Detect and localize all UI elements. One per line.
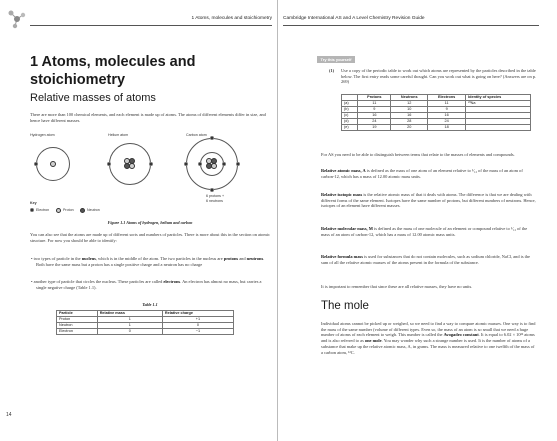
table-cell: 1 [97, 323, 162, 329]
definition-relative-molecular-mass: Relative molecular mass, M is defined as the mass of one molecule of an element or compound relative to ¹⁄₁₂ of the mass of an atom of carbon-12, which has a mass of 12.00 atomic mass units. [321, 226, 528, 237]
table-cell: 16 [428, 113, 466, 119]
table-cell: 24 [358, 119, 391, 125]
table-header: Relative charge [162, 311, 233, 317]
table-caption: Table 1.1 [142, 302, 158, 307]
species-table [341, 94, 531, 131]
table-cell: (d) [342, 119, 358, 125]
bullet-electrons: • another type of particle that circles the nucleus. These particles are called electrons. An electron has almost no mass, but carries a single negative charge (Table 1.1). [31, 279, 262, 290]
running-head: 1 Atoms, molecules and stoichiometry [30, 16, 272, 26]
table-header: Protons [358, 95, 391, 101]
left-page [0, 0, 278, 441]
table-cell: 28 [391, 119, 428, 125]
key-proton-label: Proton [63, 208, 74, 212]
running-head: Cambridge International AS and A Level Chemistry Revision Guide [283, 16, 539, 26]
table-cell: −1 [162, 329, 233, 335]
table-cell: ²³Na [466, 101, 531, 107]
definition-relative-isotopic-mass: Relative isotopic mass is the relative atomic mass of that it deals with atoms. The difference is that we are dealing with different forms of the same element. Isotopes have the same number of protons, but different numbers of neutrons. Hence, isotopes of an element have different masses. [321, 192, 536, 209]
carbon-note-protons: 6 protons + [206, 194, 225, 198]
table-cell: 16 [391, 113, 428, 119]
table-cell: (c) [342, 113, 358, 119]
chapter-title-line1: 1 Atoms, molecules and [30, 54, 196, 70]
table-header: Electrons [428, 95, 466, 101]
table-cell: +1 [162, 317, 233, 323]
table-cell: 24 [428, 119, 466, 125]
table-cell: Electron [57, 329, 98, 335]
table-header: Relative mass [97, 311, 162, 317]
table-header: Particle [57, 311, 98, 317]
paragraph-no-units: It is important to remember that since these are all relative masses, they have no units. [321, 284, 473, 289]
mole-section-title: The mole [321, 300, 369, 312]
table-cell: 12 [391, 101, 428, 107]
molecule-logo-icon [6, 9, 28, 29]
table-cell: 11 [428, 101, 466, 107]
table-cell: Neutron [57, 323, 98, 329]
paragraph-intro: For AS you need to be able to distinguish between terms that relate to the masses of elements and compounds. [321, 152, 515, 157]
right-page [279, 0, 557, 441]
table-cell: 19 [358, 125, 391, 131]
chapter-title-line2: stoichiometry [30, 72, 126, 88]
table-cell: 9 [358, 107, 391, 113]
figure-caption: Figure 1.1 Atoms of hydrogen, helium and carbon [107, 220, 193, 225]
table-cell: 16 [358, 113, 391, 119]
table-cell: Proton [57, 317, 98, 323]
key-neutron-label: Neutron [87, 208, 100, 212]
table-cell: 11 [358, 101, 391, 107]
definition-relative-formula-mass: Relative formula mass is used for substances that do not contain molecules, such as sodium chloride, NaCl, and is the sum of all the relative atomic masses of the atoms present in the formula of the substance. [321, 254, 531, 265]
table-cell: 10 [391, 107, 428, 113]
table-cell: 0 [162, 323, 233, 329]
paragraph-particles: You can also see that the atoms are made up of different sorts and numbers of particles. There is more about this in the section on atomic structure. For now you should be able to identify: [30, 232, 270, 243]
table-cell: 1 [97, 317, 162, 323]
atom-label-carbon: Carbon atom [186, 133, 207, 137]
atom-label-hydrogen: Hydrogen atom [30, 133, 55, 137]
table-cell: (a) [342, 101, 358, 107]
table-row [57, 329, 234, 335]
bullet-nucleus: • two types of particle in the nucleus, which is in the middle of the atom. The two particles in the nucleus are protons and neutrons. Both have the same mass but a proton has a single positive charge and a neutron has no charge [31, 256, 265, 267]
page-number: 14 [6, 412, 12, 418]
try-this-yourself-badge: Try this yourself [317, 56, 355, 63]
key-electron-label: Electron [36, 208, 50, 212]
table-cell: 0 [97, 329, 162, 335]
question-text: Use a copy of the periodic table to work out which atoms are represented by the particles described in the table below. The first entry reads some careful thought. Can you work out what is going on here? (Answers are on p. 269) [341, 68, 537, 85]
key-title: Key [30, 201, 37, 205]
table-cell: 9 [428, 107, 466, 113]
section-title: Relative masses of atoms [30, 92, 156, 104]
table-cell: 18 [428, 125, 466, 131]
table-header: Neutrons [391, 95, 428, 101]
table-cell: (e) [342, 125, 358, 131]
table-header: Identity of species [466, 95, 531, 101]
table-cell: 20 [391, 125, 428, 131]
atom-label-helium: Helium atom [108, 133, 129, 137]
definition-relative-atomic-mass: Relative atomic mass, A is defined as the mass of one atom of an element relative to ¹⁄₁₂ of the mass of an atom of carbon-12, which has a mass of 12.00 atomic mass units. [321, 168, 523, 179]
mole-paragraph: Individual atoms cannot be picked up or weighed, so we need to find a way to compare atomic masses. One way is to find the mass of the same number (volume of different types. Even so, the mass of an atom is so small that we need a huge number of atoms of each element to weigh. This number is called the Avogadro constant. It is equal to 6.02 × 10²³ atoms and is also referred to as one mole. You may wonder why such a strange number is used. It is the number of atoms of a substance that make up the relative atomic mass, A, in grams. The mass is measured relative to one twelfth of the mass of a carbon atom, ¹²C. [321, 321, 536, 355]
table-cell: (b) [342, 107, 358, 113]
table-row [342, 125, 531, 131]
carbon-note-neutrons: 6 neutrons [206, 199, 223, 203]
table-cell [466, 125, 531, 131]
question-number: (1) [329, 68, 335, 73]
particle-table [56, 310, 234, 335]
intro-paragraph: There are more than 100 chemical elements, and each element is made up of atoms. The atoms of different elements differ in size, and hence have different masses. [30, 112, 266, 123]
